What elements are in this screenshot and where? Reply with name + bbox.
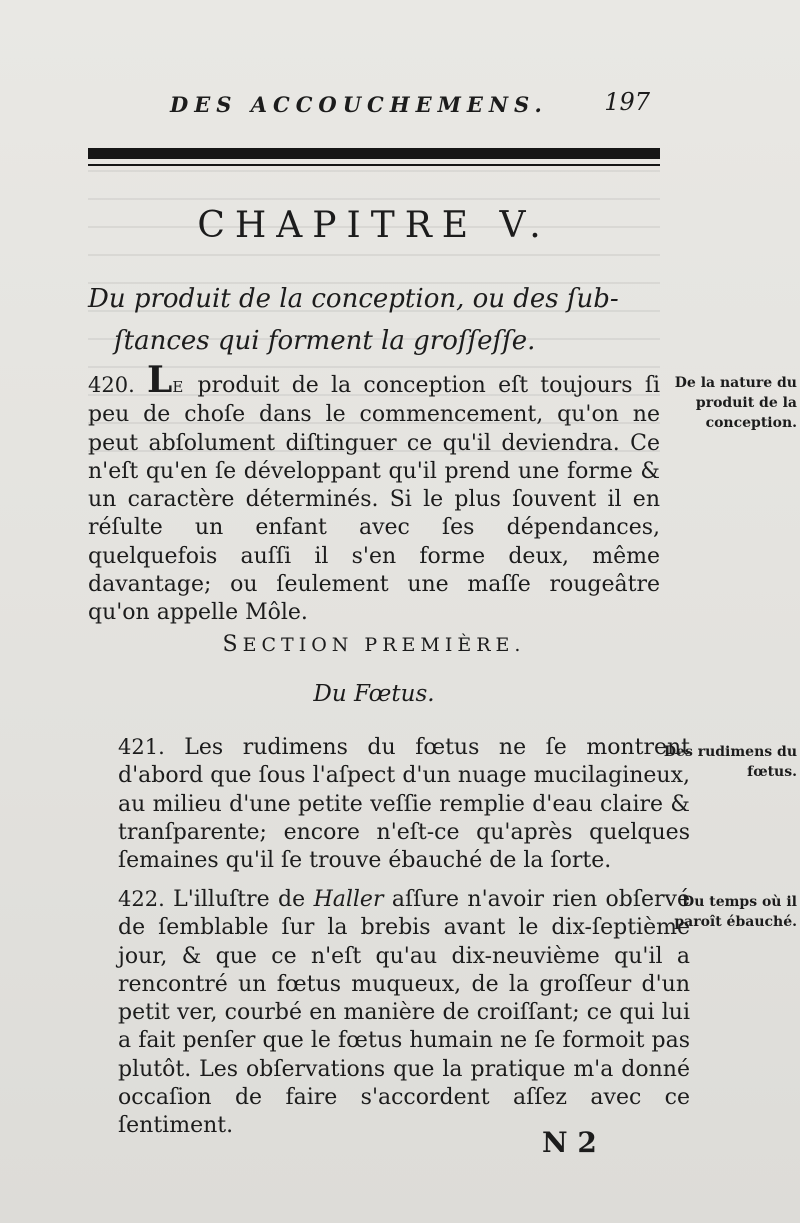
running-head: DES ACCOUCHEMENS. (170, 92, 548, 117)
header-rule-thick (88, 148, 660, 159)
paragraph-number: 421. (118, 735, 165, 759)
paragraph-number: 420. (88, 373, 135, 397)
chapter-subtitle-line2: ſtances qui forment la groſſeſſe. (114, 326, 536, 356)
chapter-subtitle-line1: Du produit de la conception, ou des ſub- (88, 284, 619, 314)
paragraph-text: Les rudimens du fœtus ne ſe montrent d'abord que ſous l'aſpect d'un nuage mucilagineux, au milieu d'une petite veſſie remplie d'eau claire & tranſparente; encore n'eſt-ce qu'après quelques ſemaines qu'il ſe trouve ébauché de la ſorte. (118, 735, 690, 874)
paragraph-text: aſſure n'avoir rien obſervé de ſemblable ſur la brebis avant le dix-ſeptième jour, & que ce n'eſt qu'au dix-neuvième qu'il a rencontré un fœtus muqueux, de la groſſeur d'un petit ver, courbé en manière de croiſſant; ce qui lui a fait penſer que le fœtus humain ne ſe formoit pas plutôt. Les obſervations que la pratique m'a donné occaſion de faire s'accordent aſſez avec ce ſentiment. (118, 887, 690, 1139)
margin-note: De la nature du produit de la conception. (674, 375, 797, 431)
paragraph-text: produit de la conception eſt toujours ſi peu de choſe dans le commencement, qu'on ne peut abſolument diſtinguer ce qu'il deviendra. Ce n'eſt qu'en ſe développant qu'il prend une forme & un caractère déterminés. Si le plus ſouvent il en réſulte un enfant avec ſes dépendances, quelquefois auſſi il s'en forme deux, même davantage; ou ſeulement une maſſe rougeâtre qu'on appelle Môle. (88, 373, 661, 626)
section-title (88, 632, 660, 657)
paragraph-422 (88, 885, 690, 1141)
page-number: 197 (604, 88, 650, 116)
page-header (170, 88, 650, 124)
signature-mark: N 2 (542, 1126, 597, 1159)
section-title-initial: S (222, 632, 243, 657)
author-name: Haller (313, 887, 384, 912)
paragraph-text: L'illuſtre de (164, 887, 314, 912)
paragraph-number: 422. (118, 887, 165, 911)
margin-note: Du temps où il paroît ébauché. (674, 894, 797, 930)
section-title-rest: ECTION PREMIÈRE. (242, 634, 526, 656)
drop-capital: L (147, 359, 173, 401)
section-subtitle: Du Fœtus. (313, 681, 435, 707)
paragraph-421 (88, 733, 690, 875)
paragraph-420 (88, 359, 661, 628)
margin-note: Des rudimens du fœtus. (663, 744, 797, 780)
chapter-title: CHAPITRE V. (197, 205, 551, 246)
small-capital: E (172, 378, 186, 396)
header-rule-thin (88, 164, 660, 166)
chapter-subtitle (88, 278, 660, 362)
